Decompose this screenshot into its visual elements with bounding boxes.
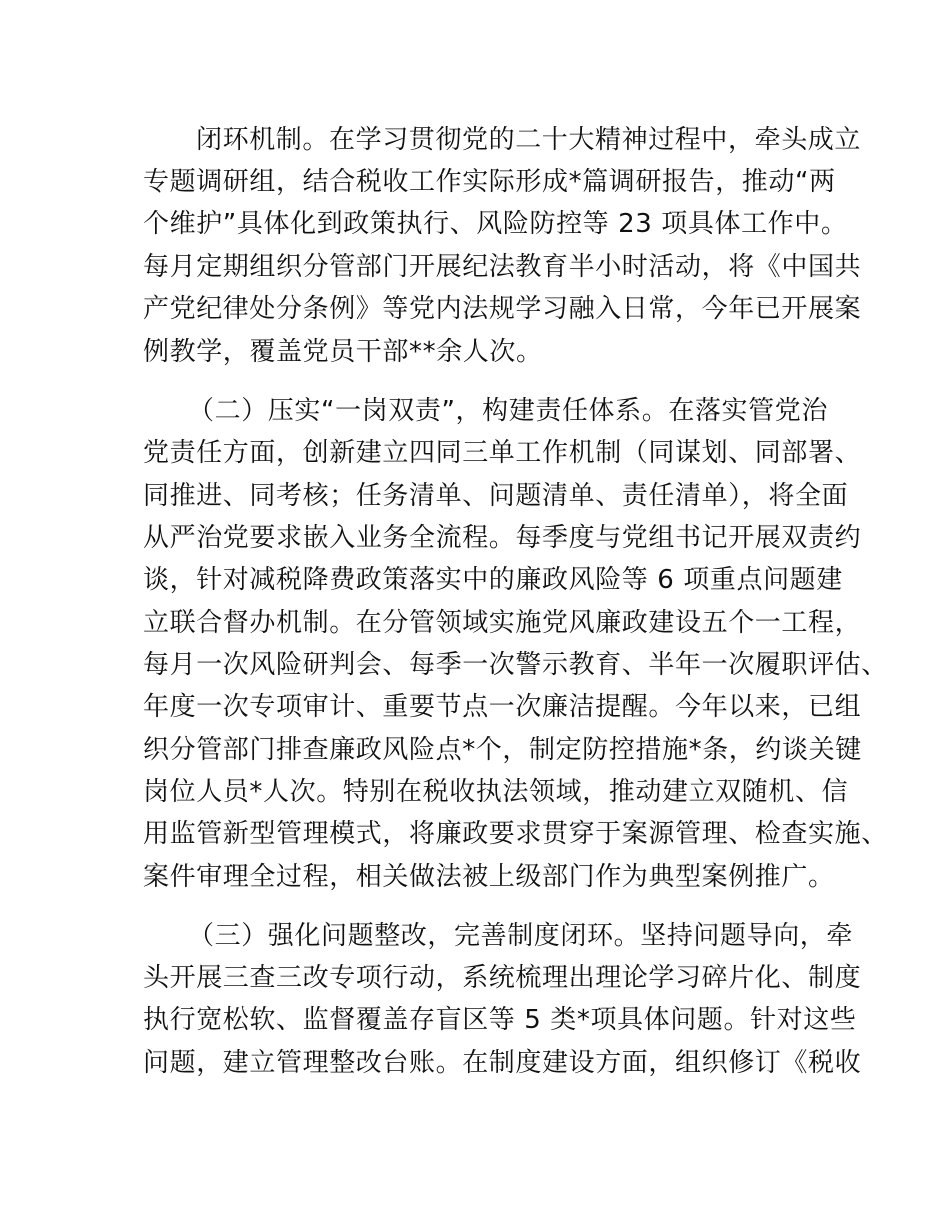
- text-line: 问题，建立管理整改台账。在制度建设方面，组织修订《税收: [143, 1048, 862, 1078]
- text-line: 个维护”具体化到政策执行、风险防控等 23 项具体工作中。: [143, 209, 848, 239]
- text-line: 每月定期组织分管部门开展纪法教育半小时活动，将《中国共: [143, 252, 862, 282]
- text-line: 闭环机制。在学习贯彻党的二十大精神过程中，牵头成立: [196, 125, 862, 155]
- text-line: 每月一次风险研判会、每季一次警示教育、半年一次履职评估、: [143, 650, 888, 680]
- text-line: 岗位人员*人次。特别在税收执法领域，推动建立双随机、信: [143, 777, 849, 807]
- text-line: 案件审理全过程，相关做法被上级部门作为典型案例推广。: [143, 862, 835, 892]
- text-line: 专题调研组，结合税收工作实际形成*篇调研报告，推动“两: [143, 167, 836, 197]
- text-line: 用监管新型管理模式，将廉政要求贯穿于案源管理、检查实施、: [143, 819, 888, 849]
- section-heading-line: （二）压实“一岗双责”，构建责任体系。在落实管党治: [188, 396, 828, 426]
- section-heading-line: （三）强化问题整改，完善制度闭环。坚持问题导向，牵: [188, 921, 854, 951]
- text-line: 从严治党要求嵌入业务全流程。每季度与党组书记开展双责约: [143, 523, 862, 553]
- text-line: 执行宽松软、监督覆盖存盲区等 5 类*项具体问题。针对这些: [143, 1005, 857, 1035]
- text-line: 例教学，覆盖党员干部**余人次。: [143, 337, 543, 367]
- text-line: 立联合督办机制。在分管领域实施党风廉政建设五个一工程，: [143, 608, 862, 638]
- text-line: 年度一次专项审计、重要节点一次廉洁提醒。今年以来，已组: [143, 692, 862, 722]
- text-line: 头开展三查三改专项行动，系统梳理出理论学习碎片化、制度: [143, 963, 862, 993]
- text-line: 党责任方面，创新建立四同三单工作机制（同谋划、同部署、: [143, 438, 862, 468]
- text-line: 谈，针对减税降费政策落实中的廉政风险等 6 项重点问题建: [143, 565, 843, 595]
- text-line: 产党纪律处分条例》等党内法规学习融入日常，今年已开展案: [143, 294, 862, 324]
- text-line: 织分管部门排查廉政风险点*个，制定防控措施*条，约谈关键: [143, 735, 862, 765]
- text-line: 同推进、同考核；任务清单、问题清单、责任清单），将全面: [143, 481, 849, 511]
